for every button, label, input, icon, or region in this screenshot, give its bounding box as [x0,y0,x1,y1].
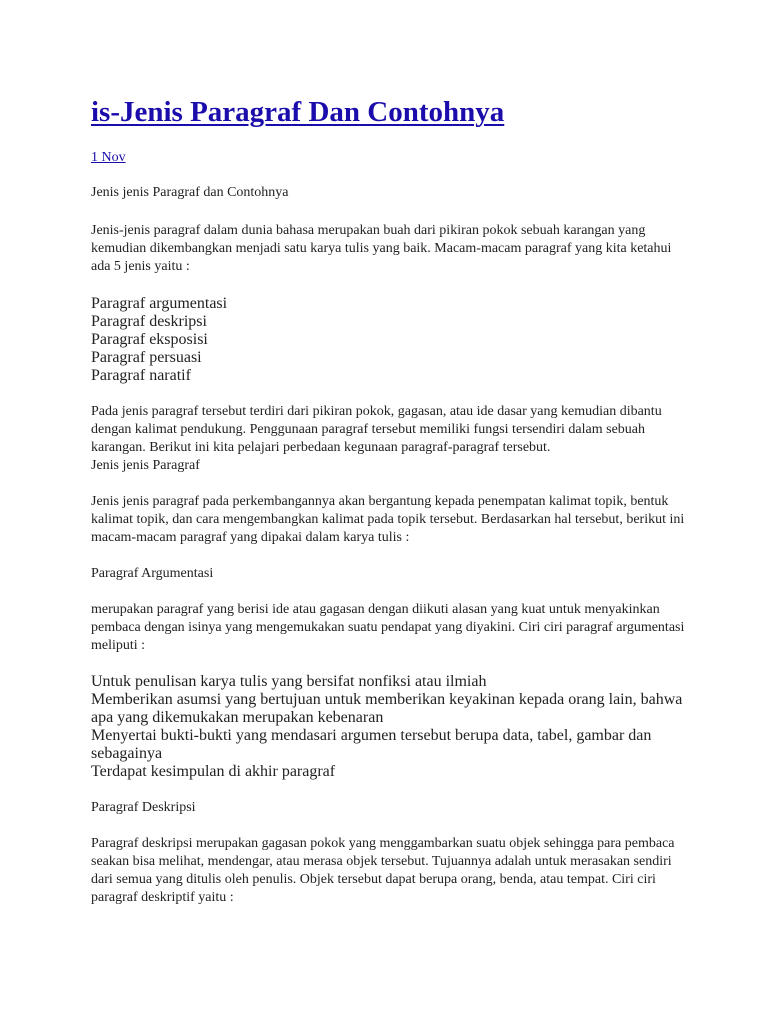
argumentasi-features-list [91,673,691,781]
argumentasi-paragraph: merupakan paragraf yang berisi ide atau gagasan dengan diikuti alasan yang kuat untuk menyakinkan pembaca dengan isinya yang mengemukakan suatu pendapat yang diyakini. Ciri ciri paragraf argumentasi meliputi : [91,602,685,653]
list-item: Paragraf naratif [91,367,191,384]
post-date [91,149,691,167]
list-item: Paragraf argumentasi [91,295,228,312]
title-link[interactable]: is-Jenis Paragraf Dan Contohnya [91,96,505,128]
development-paragraph: Jenis jenis paragraf pada perkembangannya akan bergantung kepada penempatan kalimat topik, bentuk kalimat topik, dan cara mengembangkan kalimat pada topik tersebut. Berdasarkan hal tersebut, berikut ini macam-macam paragraf yang dipakai dalam karya tulis : [91,494,685,545]
list-item: Untuk penulisan karya tulis yang bersifat nonfiksi atau ilmiah [91,673,487,690]
heading-argumentasi: Paragraf Argumentasi [91,566,214,581]
date-link[interactable]: 1 Nov [91,150,126,165]
heading-jenis: Jenis jenis Paragraf [91,458,200,473]
intro-paragraph: Jenis-jenis paragraf dalam dunia bahasa merupakan buah dari pikiran pokok sebuah karangan yang kemudian dikembangkan menjadi satu karya tulis yang baik. Macam-macam paragraf yang kita ketahui ada 5 jenis yaitu : [91,223,672,274]
list-item: Paragraf persuasi [91,349,202,366]
article [91,90,691,907]
list-item: Paragraf eksposisi [91,331,208,348]
list-item: Paragraf deskripsi [91,313,207,330]
heading-deskripsi: Paragraf Deskripsi [91,800,196,815]
deskripsi-paragraph: Paragraf deskripsi merupakan gagasan pokok yang menggambarkan suatu objek sehingga para pembaca seakan bisa melihat, mendengar, atau merasa objek tersebut. Tujuannya adalah untuk merasakan sendiri dari semua yang ditulis oleh penulis. Objek tersebut dapat berupa orang, benda, atau tempat. Ciri ciri paragraf deskriptif yaitu : [91,836,675,905]
subtitle: Jenis jenis Paragraf dan Contohnya [91,185,289,200]
types-list [91,295,691,385]
page-title [91,90,691,134]
list-item: Menyertai bukti-bukti yang mendasari argumen tersebut berupa data, tabel, gambar dan sebagainya [91,727,652,762]
structure-paragraph: Pada jenis paragraf tersebut terdiri dari pikiran pokok, gagasan, atau ide dasar yang kemudian dibantu dengan kalimat pendukung. Penggunaan paragraf tersebut memiliki fungsi tersendiri dalam sebuah karangan. Berikut ini kita pelajari perbedaan kegunaan paragraf-paragraf tersebut. [91,404,662,455]
list-item: Terdapat kesimpulan di akhir paragraf [91,763,336,780]
list-item: Memberikan asumsi yang bertujuan untuk memberikan keyakinan kepada orang lain, bahwa apa yang dikemukakan merupakan kebenaran [91,691,683,726]
